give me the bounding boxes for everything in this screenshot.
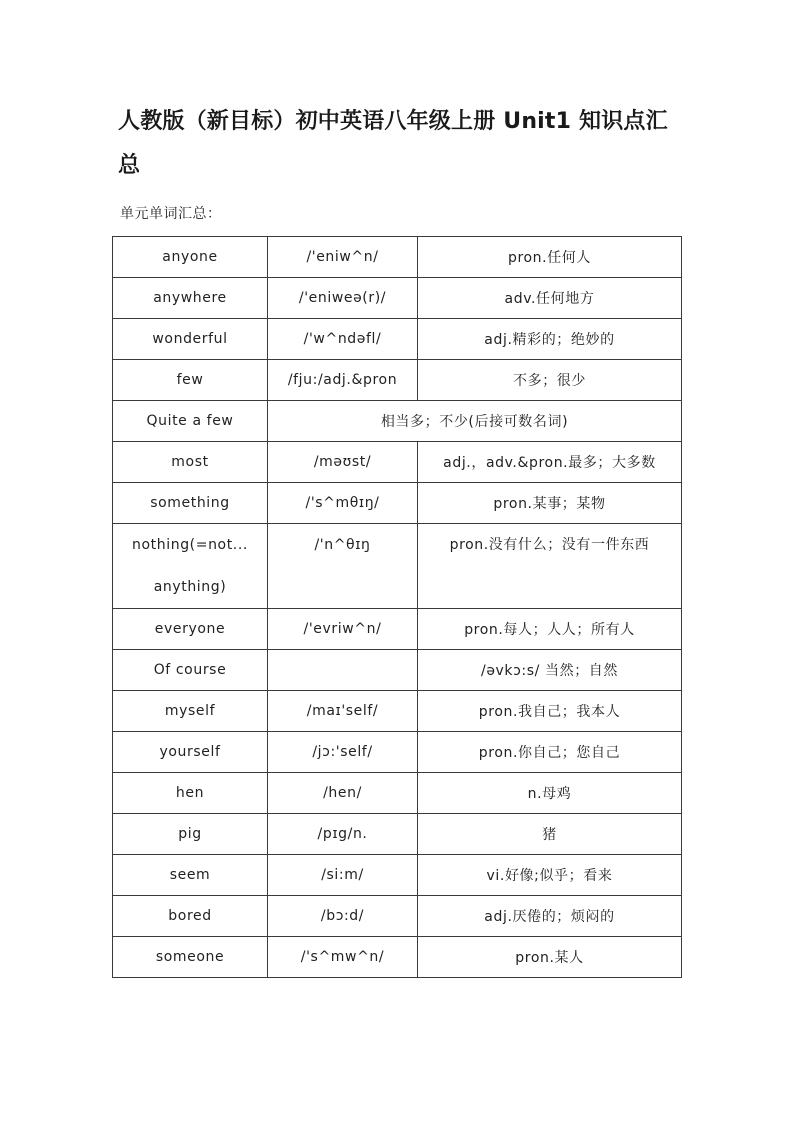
phonetic-cell <box>268 650 418 691</box>
phonetic-cell: /pɪg/n. <box>268 814 418 855</box>
phonetic-cell: /'s^mw^n/ <box>268 937 418 978</box>
word-cell: few <box>113 360 268 401</box>
word-cell: pig <box>113 814 268 855</box>
phonetic-cell: /'n^θɪŋ <box>268 524 418 609</box>
meaning-cell: adj.厌倦的；烦闷的 <box>418 896 682 937</box>
word-cell: myself <box>113 691 268 732</box>
table-row <box>113 609 682 650</box>
word-cell: wonderful <box>113 319 268 360</box>
table-row <box>113 855 682 896</box>
meaning-cell: 猪 <box>418 814 682 855</box>
table-row <box>113 896 682 937</box>
phonetic-cell: /məʊst/ <box>268 442 418 483</box>
meaning-cell: pron.某人 <box>418 937 682 978</box>
table-row <box>113 814 682 855</box>
meaning-cell: vi.好像;似乎；看来 <box>418 855 682 896</box>
word-cell: everyone <box>113 609 268 650</box>
phonetic-cell: /jɔ:'self/ <box>268 732 418 773</box>
table-row <box>113 691 682 732</box>
meaning-cell: adv.任何地方 <box>418 278 682 319</box>
word-cell: most <box>113 442 268 483</box>
word-cell <box>113 524 268 609</box>
phonetic-cell: /fju:/adj.&pron <box>268 360 418 401</box>
word-cell: anywhere <box>113 278 268 319</box>
table-row <box>113 360 682 401</box>
phonetic-cell: /'w^ndəfl/ <box>268 319 418 360</box>
section-subtitle: 单元单词汇总： <box>120 206 222 222</box>
meaning-cell: adj.精彩的；绝妙的 <box>418 319 682 360</box>
table-row <box>113 237 682 278</box>
phonetic-cell: /bɔ:d/ <box>268 896 418 937</box>
word-cell: something <box>113 483 268 524</box>
word-cell: Quite a few <box>113 401 268 442</box>
meaning-cell: n.母鸡 <box>418 773 682 814</box>
table-row <box>113 278 682 319</box>
meaning-cell: pron.没有什么；没有一件东西 <box>418 524 682 609</box>
phonetic-cell: /'eniw^n/ <box>268 237 418 278</box>
word-cell: anyone <box>113 237 268 278</box>
merged-meaning-cell: 相当多；不少(后接可数名词) <box>268 401 682 442</box>
phonetic-cell: /si:m/ <box>268 855 418 896</box>
table-row <box>113 442 682 483</box>
word-line: nothing(=not... <box>132 537 248 553</box>
word-cell: Of course <box>113 650 268 691</box>
phonetic-cell: /maɪ'self/ <box>268 691 418 732</box>
table-row <box>113 319 682 360</box>
table-row <box>113 401 682 442</box>
word-cell: bored <box>113 896 268 937</box>
meaning-cell: pron.每人；人人；所有人 <box>418 609 682 650</box>
table-row <box>113 773 682 814</box>
word-cell: seem <box>113 855 268 896</box>
meaning-cell: pron.某事；某物 <box>418 483 682 524</box>
meaning-cell: pron.任何人 <box>418 237 682 278</box>
vocabulary-table <box>112 236 682 978</box>
table-row <box>113 650 682 691</box>
word-cell: yourself <box>113 732 268 773</box>
meaning-cell: pron.你自己；您自己 <box>418 732 682 773</box>
meaning-cell: adj.，adv.&pron.最多；大多数 <box>418 442 682 483</box>
word-line: anything) <box>153 579 227 595</box>
meaning-cell: /əvkɔ:s/ 当然；自然 <box>418 650 682 691</box>
phonetic-cell: /'s^mθɪŋ/ <box>268 483 418 524</box>
meaning-cell: 不多；很少 <box>418 360 682 401</box>
word-cell: hen <box>113 773 268 814</box>
phonetic-cell: /hen/ <box>268 773 418 814</box>
phonetic-cell: /'eniweə(r)/ <box>268 278 418 319</box>
page-title: 人教版（新目标）初中英语八年级上册 Unit1 知识点汇总 <box>118 109 668 178</box>
phonetic-cell: /'evriw^n/ <box>268 609 418 650</box>
table-row <box>113 732 682 773</box>
table-row <box>113 524 682 609</box>
meaning-cell: pron.我自己；我本人 <box>418 691 682 732</box>
table-row <box>113 483 682 524</box>
word-cell: someone <box>113 937 268 978</box>
table-row <box>113 937 682 978</box>
